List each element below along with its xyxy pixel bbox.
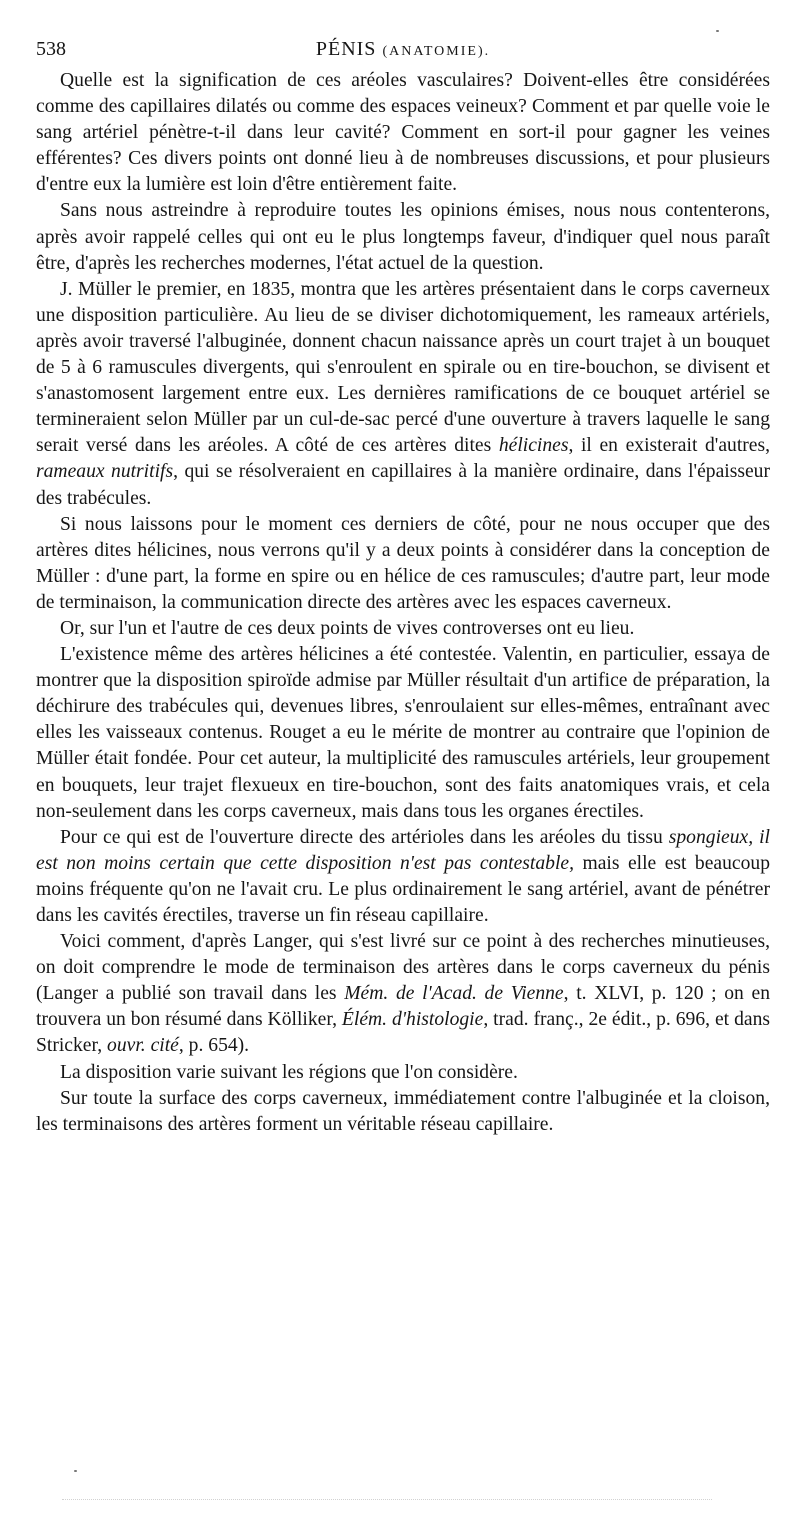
text-run: Or, sur l'un et l'autre de ces deux points de vives controverses ont eu lieu.	[60, 617, 635, 639]
paragraph	[36, 929, 770, 1059]
text-run: , qui se résolveraient en capillaires à la manière ordinaire, dans l'épaisseur des trabécules.	[36, 461, 770, 509]
paragraph	[36, 198, 770, 276]
document-page	[36, 38, 770, 1138]
text-run: , il en existerait d'autres,	[568, 435, 771, 457]
text-run: , p. 654).	[178, 1035, 250, 1057]
paragraph	[36, 1060, 770, 1086]
text-run: La disposition varie suivant les régions que l'on considère.	[60, 1061, 518, 1083]
scan-speck	[74, 1470, 77, 1472]
italic-citation: ouvr. cité	[107, 1035, 179, 1057]
paragraph	[36, 277, 770, 512]
running-title	[36, 38, 770, 61]
paragraph	[36, 825, 770, 929]
paragraph	[36, 616, 770, 642]
running-head	[36, 38, 770, 66]
text-run: L'existence même des artères hélicines a été contestée. Valentin, en particulier, essaya de montrer que la disposition spiroïde admise par Müller résultait d'un artifice de préparation, la déchirure des trabécules qui, devenues libres, s'enroulaient sur elles-mêmes, entraînant avec elles les vaisseaux contenus. Rouget a eu le mérite de montrer au contraire que l'opinion de Müller était fondée. Pour cet auteur, la multiplicité des ramuscules artériels, leur groupement en bouquets, leur trajet flexueux en tire-bouchon, sont des faits anatomiques vrais, et cela non-seulement dans les corps caverneux, mais dans tous les organes érectiles.	[36, 644, 770, 822]
body-text	[36, 68, 770, 1138]
text-run: Quelle est la signification de ces aréoles vasculaires? Doivent-elles être considérées comme des capillaires dilatés ou comme des espaces veineux? Comment et par quelle voie le sang artériel pénètre-t-il dans leur cavité? Comment en sort-il pour gagner les veines efférentes? Ces divers points ont donné lieu à de nombreuses discussions, et pour plusieurs d'entre eux la lumière est loin d'être entièrement faite.	[36, 70, 770, 196]
text-run: Sans nous astreindre à reproduire toutes les opinions émises, nous nous contenterons, après avoir rappelé celles qui ont eu le plus longtemps faveur, d'indiquer quel nous paraît être, d'après les recherches modernes, l'état actuel de la question.	[36, 200, 770, 274]
page-number: 538	[36, 38, 66, 60]
scan-artifact-line	[62, 1499, 712, 1502]
running-title-main: PÉNIS	[315, 38, 377, 60]
text-run: , trad. franç., 2e édit., p. 696, et dans Stricker,	[36, 1009, 770, 1057]
text-run: J. Müller le premier, en 1835, montra que les artères présentaient dans le corps caverneux une disposition particulière. Au lieu de se diviser dichotomiquement, les rameaux artériels, après avoir traversé l'albuginée, donnent chacun naissance après un court trajet à un bouquet de 5 à 6 ramuscules divergents, qui s'enroulent en spirale ou en tire-bouchon, se divisent et s'anastomosent largement entre eux. Les dernières ramifications de ce bouquet artériel se termineraient selon Müller par un cul-de-sac percé d'une ouverture à travers laquelle le sang serait versé dans les aréoles. A côté de ces artères dites	[36, 278, 770, 457]
italic-term: hélicines	[498, 435, 569, 457]
text-run: Si nous laissons pour le moment ces derniers de côté, pour ne nous occuper que des artères dites hélicines, nous verrons qu'il y a deux points à considérer dans la conception de Müller : d'une part, la forme en spire ou en hélice de ces ramuscules; d'autre part, leur mode de terminaison, la communication directe des artères avec les espaces caverneux.	[36, 513, 770, 613]
italic-citation: Mém. de l'Acad. de Vienne	[344, 983, 564, 1005]
text-run: , t. XLVI, p. 120 ; on en trouvera un bon résumé dans Kölliker,	[36, 983, 770, 1031]
text-run: Pour ce qui est de l'ouverture directe des artérioles dans les aréoles du tissu	[60, 826, 669, 848]
italic-term: rameaux nutritifs	[36, 461, 174, 483]
text-run: Sur toute la surface des corps caverneux, immédiatement contre l'albuginée et la cloison, les terminaisons des artères forment un véritable réseau capillaire.	[36, 1087, 770, 1135]
italic-text: spongieux, il est non moins certain que cette disposition n'est pas contestable,	[36, 826, 770, 874]
text-run: mais elle est beaucoup moins fréquente qu'on ne l'avait cru. Le plus ordinairement le sang artériel, avant de pénétrer dans les cavités érectiles, traverse un fin réseau capillaire.	[36, 852, 770, 926]
italic-citation: Élém. d'histologie	[341, 1009, 484, 1031]
text-run: Voici comment, d'après Langer, qui s'est livré sur ce point à des recherches minutieuses, on doit comprendre le mode de terminaison des artères dans le corps caverneux du pénis (Langer a publié son travail dans les	[36, 931, 770, 1005]
paragraph	[36, 642, 770, 825]
scan-speck	[716, 30, 719, 32]
running-title-sub: (ANATOMIE).	[382, 44, 491, 59]
paragraph	[36, 1086, 770, 1138]
paragraph	[36, 68, 770, 198]
paragraph	[36, 512, 770, 616]
